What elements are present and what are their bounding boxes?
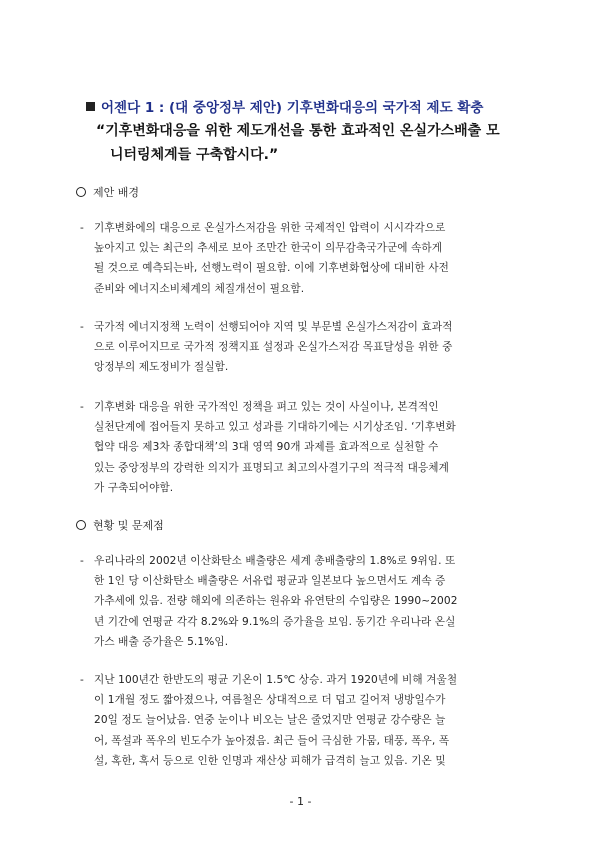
paragraph-line: 높아지고 있는 최근의 추세로 보아 조만간 한국이 의무감축국가군에 속하게 bbox=[94, 242, 443, 255]
paragraph-line: 가추세에 있음. 전량 해외에 의존하는 원유와 유연탄의 수입량은 1990~2002 bbox=[94, 595, 458, 608]
dash-bullet-icon: - bbox=[80, 401, 84, 413]
paragraph-line: 준비와 에너지소비체계의 체질개선이 필요함. bbox=[94, 282, 305, 295]
paragraph-line: 한 1인 당 이산화탄소 배출량은 서유럽 평균과 일본보다 높으면서도 계속 증 bbox=[94, 575, 446, 588]
paragraph-line: - 우리나라의 2002년 이산화탄소 배출량은 세계 총배출량의 1.8%로 9위임. 또 bbox=[80, 551, 550, 571]
paragraph-line: 될 것으로 예측되는바, 선행노력이 필요함. 이에 기후변화협상에 대비한 사전 bbox=[94, 262, 450, 275]
paragraph-line: - 기후변화 대응을 위한 국가적인 정책을 펴고 있는 것이 사실이나, 본격적인 bbox=[80, 397, 550, 417]
paragraph-line: - 국가적 에너지정책 노력이 선행되어야 지역 및 부문별 온실가스저감이 효과적 bbox=[80, 317, 550, 337]
paragraph-line: 이 1개월 정도 짧아졌으나, 여름철은 상대적으로 더 덥고 길어져 냉방일수가 bbox=[94, 694, 446, 707]
agenda-title: 어젠다 1 : (대 중앙정부 제안) 기후변화대응의 국가적 제도 확충 bbox=[101, 100, 484, 116]
paragraph-line: 앙정부의 제도정비가 절실함. bbox=[94, 361, 229, 374]
paragraph-line: 실천단계에 접어들지 못하고 있고 성과를 기대하기에는 시기상조임. ‘기후변화 bbox=[94, 421, 456, 434]
section-title-text: 제안 배경 bbox=[93, 186, 140, 199]
page-number: - 1 - bbox=[289, 795, 312, 808]
slogan-line: “기후변화대응을 위한 제도개선을 통한 효과적인 온실가스배출 모 bbox=[96, 123, 500, 139]
paragraph-line: - 지난 100년간 한반도의 평균 기온이 1.5℃ 상승. 과거 1920년에 비해 겨울철 bbox=[80, 670, 550, 690]
agenda-slogan bbox=[96, 119, 536, 167]
paragraph-line: 협약 대응 제3차 종합대책’의 3대 영역 90개 과제를 효과적으로 실천할 수 bbox=[94, 441, 439, 454]
section-title-status bbox=[76, 517, 164, 533]
paragraph-line: 있는 중앙정부의 강력한 의지가 표명되고 최고의사결기구의 적극적 대응체계 bbox=[94, 461, 449, 474]
paragraph-line: 으로 이루어지므로 국가적 정책지표 설정과 온실가스저감 목표달성을 위한 중 bbox=[94, 341, 453, 354]
dash-bullet-icon: - bbox=[80, 674, 84, 686]
dash-bullet-icon: - bbox=[80, 321, 84, 333]
slogan-line: 니터링체계들 구축합시다.” bbox=[110, 147, 279, 163]
paragraph-background-1 bbox=[80, 218, 550, 299]
paragraph-line: 설, 혹한, 혹서 등으로 인한 인명과 재산상 피해가 급격히 늘고 있음. 기온 및 bbox=[94, 754, 446, 767]
paragraph-line: 어, 폭설과 폭우의 빈도수가 높아졌음. 최근 들어 극심한 가뭄, 태풍, 폭우, 폭 bbox=[94, 734, 450, 747]
agenda-heading bbox=[86, 96, 546, 116]
circle-bullet-icon bbox=[76, 187, 86, 197]
paragraph-status-2 bbox=[80, 670, 550, 771]
dash-bullet-icon: - bbox=[80, 222, 84, 234]
paragraph-background-3 bbox=[80, 397, 550, 498]
paragraph-line: - 기후변화에의 대응으로 온실가스저감을 위한 국제적인 압력이 시시각각으로 bbox=[80, 218, 550, 238]
paragraph-background-2 bbox=[80, 317, 550, 378]
paragraph-status-1 bbox=[80, 551, 550, 652]
paragraph-line: 가스 배출 증가율은 5.1%임. bbox=[94, 635, 229, 648]
dash-bullet-icon: - bbox=[80, 555, 84, 567]
section-title-background bbox=[76, 184, 139, 200]
paragraph-line: 년 기간에 연평균 각각 8.2%와 9.1%의 증가율을 보임. 동기간 우리나라 온실 bbox=[94, 615, 456, 628]
section-title-text: 현황 및 문제점 bbox=[93, 519, 164, 532]
paragraph-line: 20일 정도 늘어났음. 연중 눈이나 비오는 날은 줄었지만 연평균 강수량은 늘 bbox=[94, 714, 446, 727]
circle-bullet-icon bbox=[76, 520, 86, 530]
square-bullet-icon bbox=[86, 102, 95, 111]
paragraph-line: 가 구축되어야함. bbox=[94, 481, 174, 494]
